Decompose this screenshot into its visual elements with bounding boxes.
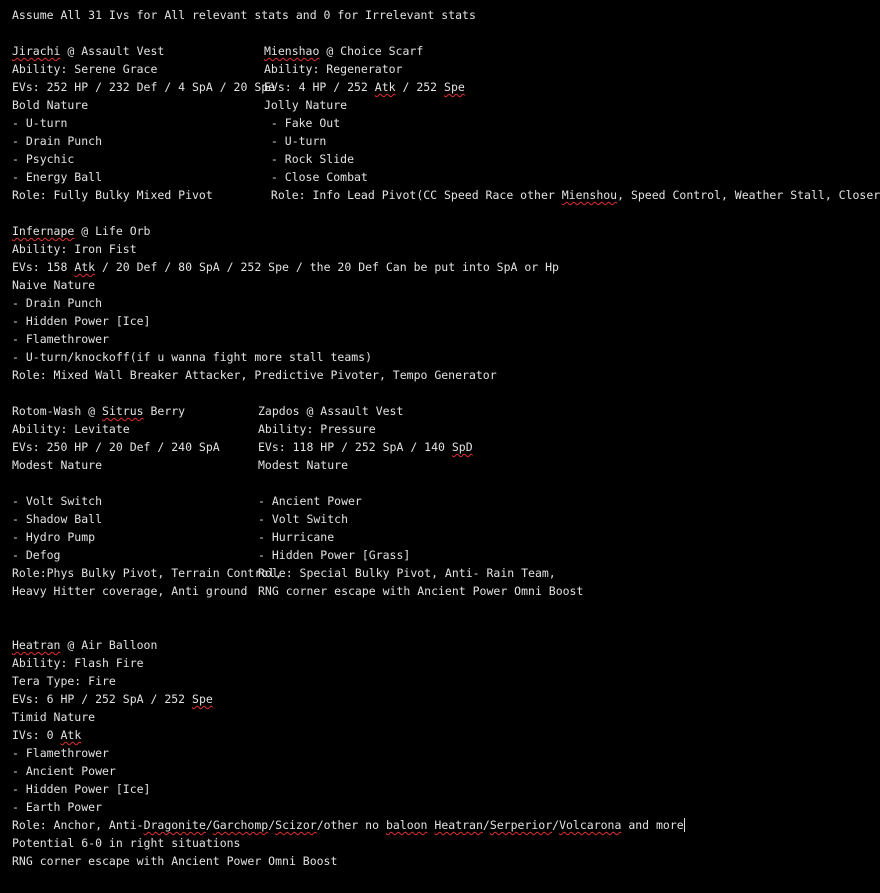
infernape-ability: Ability: Iron Fist: [12, 242, 137, 256]
zapdos-ability: Ability: Pressure: [258, 422, 376, 436]
jirachi-name: Jirachi: [12, 44, 61, 58]
rotom-evs: EVs: 250 HP / 20 Def / 240 SpA: [12, 440, 220, 454]
text-cursor: [684, 818, 685, 832]
zapdos-title: Zapdos @ Assault Vest: [258, 404, 404, 418]
zapdos-evs: [258, 438, 473, 456]
rotom-move-4: - Defog: [12, 548, 61, 562]
mienshao-ability: Ability: Regenerator: [264, 62, 403, 76]
zapdos-nature: Modest Nature: [258, 458, 349, 472]
heatran-role-part: and more: [621, 818, 684, 832]
zapdos-move-2: - Volt Switch: [258, 512, 349, 526]
mienshao-role-part: Role: Info Lead Pivot(CC Speed Race other: [264, 188, 562, 202]
header-line: Assume All 31 Ivs for All relevant stats and 0 for Irrelevant stats: [12, 8, 476, 22]
heatran-ivs-part: IVs: 0: [12, 728, 61, 742]
heatran-ability: Ability: Flash Fire: [12, 656, 144, 670]
heatran-rng: RNG corner escape with Ancient Power Omni Boost: [12, 854, 338, 868]
mienshao-move-4: - Close Combat: [264, 170, 368, 184]
jirachi-move-3: - Psychic: [12, 152, 75, 166]
heatran-item: @ Air Balloon: [60, 638, 158, 652]
jirachi-nature: Bold Nature: [12, 98, 89, 112]
heatran-role-part: /: [268, 818, 276, 832]
mienshao-move-1: - Fake Out: [264, 116, 341, 130]
mienshao-evs-part: / 252: [395, 80, 445, 94]
heatran-role-baloon: baloon: [385, 818, 428, 832]
heatran-move-4: - Earth Power: [12, 800, 103, 814]
infernape-title: [12, 222, 150, 240]
zapdos-role-1: Role: Special Bulky Pivot, Anti- Rain Team,: [258, 566, 556, 580]
heatran-role-scizor: Scizor: [275, 818, 317, 832]
rotom-role-2: Heavy Hitter coverage, Anti ground: [12, 584, 248, 598]
heatran-title: [12, 636, 157, 654]
heatran-evs: [12, 690, 213, 708]
infernape-name: Infernape: [12, 224, 75, 238]
heatran-role-garchomp: Garchomp: [212, 818, 269, 832]
rotom-move-1: - Volt Switch: [12, 494, 103, 508]
heatran-evs-part: EVs: 6 HP / 252 SpA / 252: [12, 692, 193, 706]
heatran-nature: Timid Nature: [12, 710, 96, 724]
infernape-move-4: - U-turn/knockoff(if u wanna fight more stall teams): [12, 350, 373, 364]
infernape-item: @ Life Orb: [74, 224, 151, 238]
rotom-ability: Ability: Levitate: [12, 422, 130, 436]
zapdos-role-2: RNG corner escape with Ancient Power Omni Boost: [258, 584, 584, 598]
rotom-move-2: - Shadow Ball: [12, 512, 103, 526]
zapdos-move-3: - Hurricane: [258, 530, 335, 544]
zapdos-move-1: - Ancient Power: [258, 494, 362, 508]
infernape-evs-part: EVs: 158: [12, 260, 75, 274]
jirachi-title: [12, 42, 164, 60]
infernape-nature: Naive Nature: [12, 278, 96, 292]
rotom-move-3: - Hydro Pump: [12, 530, 96, 544]
heatran-role-part: Role: Anchor, Anti-: [12, 818, 144, 832]
rotom-title: [12, 402, 185, 420]
heatran-role-part: /other no: [316, 818, 386, 832]
jirachi-ability: Ability: Serene Grace: [12, 62, 158, 76]
heatran-name: Heatran: [12, 638, 61, 652]
heatran-ivs-atk: Atk: [60, 728, 82, 742]
heatran-role: [12, 816, 685, 834]
mienshao-title: [264, 42, 423, 60]
jirachi-item: @ Assault Vest: [60, 44, 165, 58]
mienshao-nature: Jolly Nature: [264, 98, 348, 112]
heatran-evs-spe: Spe: [192, 692, 213, 706]
heatran-role-part: /: [482, 818, 490, 832]
infernape-move-3: - Flamethrower: [12, 332, 109, 346]
mienshao-evs: [264, 78, 465, 96]
infernape-evs-atk: Atk: [74, 260, 96, 274]
heatran-role-part: /: [552, 818, 560, 832]
mienshao-item: @ Choice Scarf: [319, 44, 424, 58]
heatran-ivs: [12, 726, 81, 744]
mienshao-name: Mienshao: [264, 44, 320, 58]
infernape-move-2: - Hidden Power [Ice]: [12, 314, 151, 328]
jirachi-role: Role: Fully Bulky Mixed Pivot: [12, 188, 213, 202]
mienshao-role: [264, 186, 880, 204]
heatran-role-serperior: Serperior: [489, 818, 553, 832]
heatran-role-volcarona: Volcarona: [559, 818, 622, 832]
jirachi-move-2: - Drain Punch: [12, 134, 103, 148]
mienshao-move-2: - U-turn: [264, 134, 327, 148]
mienshao-evs-part: EVs: 4 HP / 252: [264, 80, 375, 94]
infernape-evs-part: / 20 Def / 80 SpA / 252 Spe / the 20 Def Can be put into SpA or Hp: [95, 260, 559, 274]
mienshao-role-part: , Speed Control, Weather Stall, Closer: [617, 188, 880, 202]
rotom-title-part: -Wash @: [46, 404, 103, 418]
heatran-tera: Tera Type: Fire: [12, 674, 116, 688]
jirachi-evs: EVs: 252 HP / 232 Def / 4 SpA / 20 Spe: [12, 80, 276, 94]
mienshao-role-misspelled: Mienshou: [561, 188, 618, 202]
infernape-role: Role: Mixed Wall Breaker Attacker, Predictive Pivoter, Tempo Generator: [12, 368, 497, 382]
heatran-move-1: - Flamethrower: [12, 746, 109, 760]
rotom-title-part: Berry: [143, 404, 186, 418]
heatran-potential: Potential 6-0 in right situations: [12, 836, 241, 850]
zapdos-move-4: - Hidden Power [Grass]: [258, 548, 411, 562]
mienshao-move-3: - Rock Slide: [264, 152, 355, 166]
heatran-move-2: - Ancient Power: [12, 764, 116, 778]
jirachi-move-1: - U-turn: [12, 116, 68, 130]
heatran-role-heatran: Heatran: [434, 818, 483, 832]
heatran-move-3: - Hidden Power [Ice]: [12, 782, 151, 796]
infernape-move-1: - Drain Punch: [12, 296, 103, 310]
heatran-role-dragonite: Dragonite: [143, 818, 206, 832]
mienshao-evs-spe: Spe: [444, 80, 465, 94]
infernape-evs: [12, 258, 559, 276]
zapdos-evs-spd: SpD: [451, 440, 473, 454]
jirachi-move-4: - Energy Ball: [12, 170, 103, 184]
rotom-role-1: Role:Phys Bulky Pivot, Terrain Control,: [12, 566, 283, 580]
mienshao-evs-atk: Atk: [374, 80, 396, 94]
zapdos-evs-part: EVs: 118 HP / 252 SpA / 140: [258, 440, 452, 454]
rotom-item-sitrus: Sitrus: [102, 404, 144, 418]
heatran-role-part: /: [205, 818, 213, 832]
rotom-name: Rotom: [12, 404, 47, 418]
rotom-nature: Modest Nature: [12, 458, 103, 472]
